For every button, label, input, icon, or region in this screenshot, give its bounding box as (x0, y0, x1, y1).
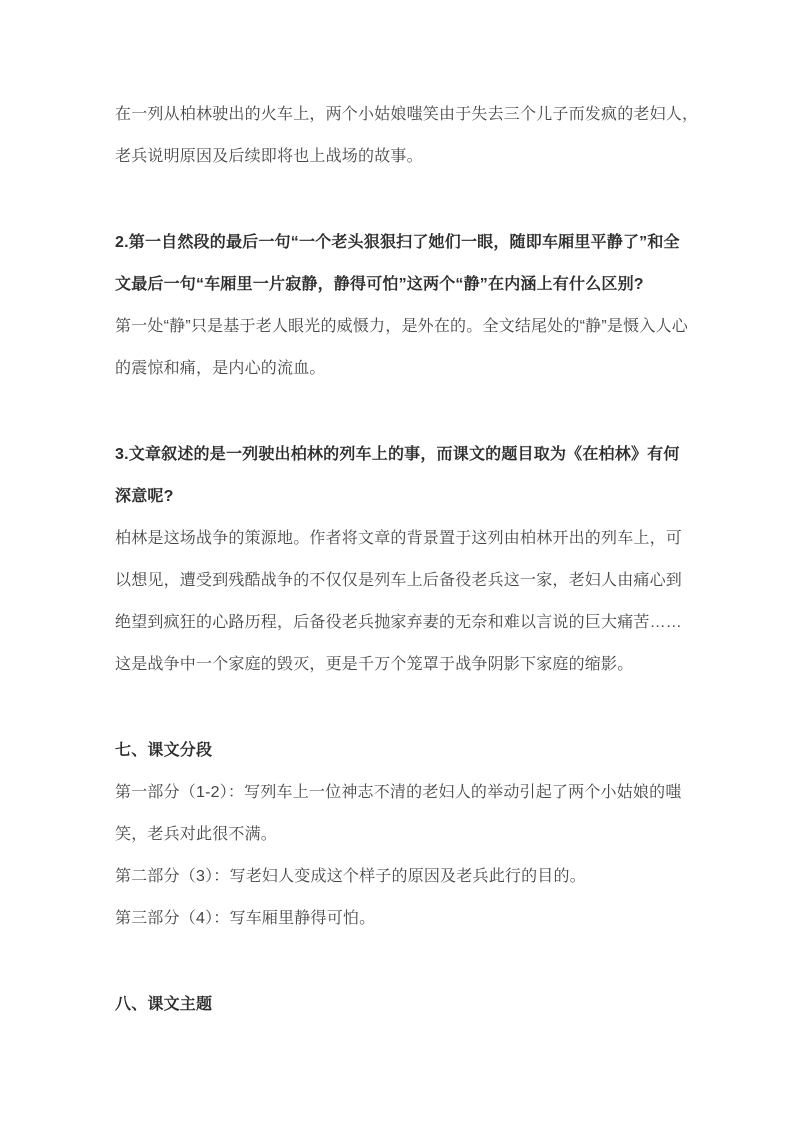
block-group-question-3 (115, 434, 683, 686)
text-line: 七、课文分段 (115, 742, 213, 759)
section-8-heading (115, 984, 678, 1026)
text-line: 第三部分（4）：写车厢里静得可怕。 (115, 910, 376, 927)
block-group-answer-1 (115, 94, 699, 178)
answer-1-paragraph (115, 94, 699, 178)
block-group-section-7 (115, 730, 682, 940)
text-line: 老兵说明原因及后续即将也上战场的故事。 (115, 148, 423, 165)
answer-2-paragraph (115, 306, 688, 390)
segment-part-2-paragraph (115, 856, 678, 898)
question-2-paragraph (115, 222, 678, 306)
text-line: 第二部分（3）：写老妇人变成这个样子的原因及老兵此行的目的。 (115, 868, 586, 885)
text-line: 2.第一自然段的最后一句“一个老头狠狠扫了她们一眼，随即车厢里平静了”和全 (115, 234, 680, 251)
text-line: 八、课文主题 (115, 996, 213, 1013)
text-line: 第一处“静”只是基于老人眼光的威慑力，是外在的。全文结尾处的“静”是慑入人心 (115, 318, 688, 335)
text-line: 绝望到疯狂的心路历程，后备役老兵抛家弃妻的无奈和难以言说的巨大痛苦…… (115, 614, 683, 631)
answer-3-paragraph (115, 518, 683, 686)
section-7-heading (115, 730, 678, 772)
text-line: 这是战争中一个家庭的毁灭，更是千万个笼罩于战争阴影下家庭的缩影。 (115, 656, 634, 673)
text-line: 的震惊和痛，是内心的流血。 (115, 360, 326, 377)
block-group-question-2 (115, 222, 688, 390)
segment-part-3-paragraph (115, 898, 678, 940)
text-line: 深意呢? (115, 488, 174, 505)
text-line: 以想见，遭受到残酷战争的不仅仅是列车上后备役老兵这一家，老妇人由痛心到 (115, 572, 683, 589)
question-3-paragraph (115, 434, 678, 518)
text-line: 第一部分（1-2）：写列车上一位神志不清的老妇人的举动引起了两个小姑娘的嗤 (115, 784, 682, 801)
segment-part-1-paragraph (115, 772, 682, 856)
text-line: 在一列从柏林驶出的火车上，两个小姑娘嗤笑由于失去三个儿子而发疯的老妇人， (115, 106, 699, 123)
text-line: 柏林是这场战争的策源地。作者将文章的背景置于这列由柏林开出的列车上，可 (115, 530, 683, 547)
text-line: 文最后一句“车厢里一片寂静，静得可怕”这两个“静”在内涵上有什么区别? (115, 276, 644, 293)
block-group-section-8 (115, 984, 678, 1026)
text-line: 笑，老兵对此很不满。 (115, 826, 278, 843)
text-line: 3.文章叙述的是一列驶出柏林的列车上的事，而课文的题目取为《在柏林》有何 (115, 446, 680, 463)
